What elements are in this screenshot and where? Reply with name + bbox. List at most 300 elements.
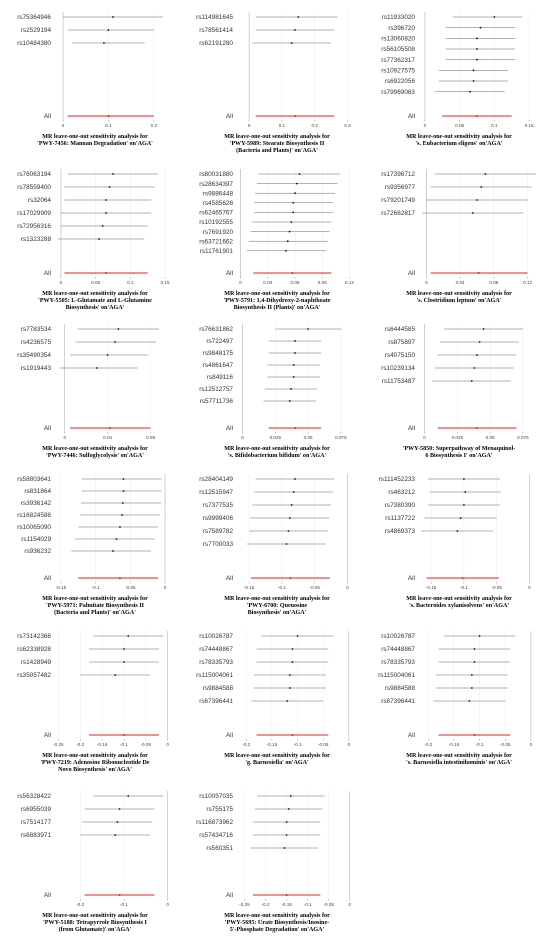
estimate-point bbox=[476, 59, 478, 61]
x-tick-label: 0.1 bbox=[105, 123, 112, 128]
estimate-point bbox=[288, 808, 290, 810]
x-tick-label: -0.2 bbox=[242, 742, 251, 747]
estimate-point bbox=[98, 238, 100, 240]
estimate-point bbox=[286, 834, 288, 836]
all-label: All bbox=[225, 113, 233, 121]
forest-plot-panel bbox=[374, 318, 544, 473]
all-label: All bbox=[407, 425, 415, 433]
estimate-point bbox=[296, 183, 298, 185]
estimate-point bbox=[294, 352, 296, 354]
forest-plot-panel bbox=[374, 468, 544, 623]
caption-line: (Bacteria and Plants)' on'AGA' bbox=[54, 610, 136, 617]
chart-caption bbox=[10, 753, 180, 775]
snp-label: rs10057035 bbox=[199, 793, 233, 801]
forest-plot bbox=[10, 318, 180, 446]
estimate-point bbox=[123, 478, 125, 480]
snp-label: rs17029909 bbox=[17, 210, 51, 218]
x-tick-label: 0 bbox=[241, 435, 244, 440]
estimate-point bbox=[294, 340, 296, 342]
estimate-point bbox=[460, 517, 462, 519]
estimate-point bbox=[286, 543, 288, 545]
estimate-point bbox=[292, 212, 294, 214]
estimate-point bbox=[127, 635, 129, 637]
snp-label: rs76063194 bbox=[17, 171, 51, 179]
caption-line: MR leave-one-out sensitivity analysis for bbox=[406, 134, 512, 140]
estimate-point bbox=[456, 530, 458, 532]
all-label: All bbox=[43, 732, 51, 740]
estimate-point bbox=[289, 517, 291, 519]
caption-line: MR leave-one-out sensitivity analysis for bbox=[224, 446, 330, 452]
plot-area bbox=[236, 12, 354, 120]
all-label: All bbox=[225, 425, 233, 433]
snp-label: rs1323288 bbox=[20, 236, 51, 244]
all-estimate-point bbox=[286, 894, 288, 896]
snp-label: rs12515947 bbox=[199, 489, 233, 497]
snp-label: rs6883971 bbox=[20, 832, 51, 840]
estimate-point bbox=[105, 212, 107, 214]
snp-label: rs1919443 bbox=[20, 365, 51, 373]
plot-area bbox=[418, 631, 536, 739]
estimate-point bbox=[480, 186, 482, 188]
estimate-point bbox=[114, 341, 116, 343]
plot-area bbox=[54, 474, 172, 582]
estimate-point bbox=[127, 795, 129, 797]
x-tick-label: 0.04 bbox=[455, 280, 465, 285]
x-tick-label: 0 bbox=[423, 435, 426, 440]
estimate-point bbox=[485, 173, 487, 175]
snp-label: rs11753487 bbox=[381, 378, 415, 386]
estimate-point bbox=[108, 29, 110, 31]
estimate-point bbox=[112, 16, 114, 18]
forest-plot bbox=[10, 785, 180, 913]
snp-label: rs62338928 bbox=[17, 646, 51, 654]
estimate-point bbox=[105, 199, 107, 201]
x-tick-label: 0 bbox=[528, 585, 531, 590]
estimate-point bbox=[290, 795, 292, 797]
caption-line: 'PWY-5188: Tetrapyrrole Biosynthesis I bbox=[43, 920, 147, 927]
x-tick-label: 0 bbox=[63, 435, 67, 440]
caption-line: MR leave-one-out sensitivity analysis for bbox=[406, 596, 512, 602]
x-tick-label: -0.1 bbox=[119, 902, 128, 907]
x-tick-label: -0.05 bbox=[140, 742, 152, 747]
estimate-point bbox=[476, 199, 478, 201]
estimate-point bbox=[288, 530, 290, 532]
all-estimate-point bbox=[119, 577, 121, 579]
all-estimate-point bbox=[473, 734, 475, 736]
caption-line: MR leave-one-out sensitivity analysis for bbox=[406, 753, 512, 759]
x-tick-label: 0 bbox=[425, 280, 428, 285]
snp-label: rs396720 bbox=[388, 24, 415, 32]
forest-plot-panel bbox=[192, 163, 362, 318]
x-tick-label: 0.075 bbox=[335, 435, 347, 440]
snp-label: rs10239134 bbox=[381, 365, 415, 373]
x-tick-label: 0 bbox=[239, 280, 242, 285]
estimate-point bbox=[297, 16, 299, 18]
all-estimate-point bbox=[291, 734, 293, 736]
x-tick-label: 0.03 bbox=[263, 280, 273, 285]
snp-label: rs67396441 bbox=[381, 698, 415, 706]
chart-caption bbox=[192, 446, 362, 460]
snp-label: rs35490354 bbox=[17, 352, 51, 360]
forest-plot-panel bbox=[10, 6, 180, 161]
caption-line: MR leave-one-out sensitivity analysis for bbox=[224, 913, 330, 919]
snp-label: rs35057482 bbox=[17, 672, 51, 680]
caption-line: 5'-Phosphate Degradation' on'AGA' bbox=[229, 927, 325, 934]
x-tick-label: 0 bbox=[247, 123, 251, 128]
snp-label: rs849116 bbox=[206, 374, 233, 382]
snp-label: rs67396441 bbox=[199, 698, 233, 706]
snp-label: rs78335793 bbox=[381, 659, 415, 667]
caption-line: MR leave-one-out sensitivity analysis for bbox=[224, 753, 330, 759]
snp-label: rs77362317 bbox=[381, 56, 415, 64]
snp-label: rs463212 bbox=[388, 489, 415, 497]
x-tick-label: 0.025 bbox=[269, 435, 282, 440]
estimate-point bbox=[464, 491, 466, 493]
caption-line: 'PWY-5850: Superpathway of Menaquinol- bbox=[402, 446, 516, 452]
caption-line: 'PWY-7446: Sulfoglycolysis' on'AGA' bbox=[46, 453, 144, 460]
snp-label: rs3936142 bbox=[20, 500, 51, 508]
estimate-point bbox=[468, 700, 470, 702]
estimate-point bbox=[122, 502, 124, 504]
snp-label: rs7377535 bbox=[202, 502, 233, 510]
snp-label: rs74448867 bbox=[381, 646, 415, 654]
caption-line: MR leave-one-out sensitivity analysis for bbox=[42, 596, 148, 602]
chart-caption bbox=[374, 753, 544, 767]
estimate-point bbox=[472, 212, 474, 214]
estimate-point bbox=[469, 91, 471, 93]
estimate-point bbox=[291, 504, 293, 506]
caption-line: 'PWY-7456: Mannan Degradation' on'AGA' bbox=[37, 141, 153, 148]
snp-label: rs9999406 bbox=[202, 515, 233, 523]
all-estimate-point bbox=[123, 734, 125, 736]
estimate-point bbox=[293, 364, 295, 366]
snp-label: rs4236575 bbox=[20, 339, 51, 347]
x-tick-label: 0 bbox=[163, 585, 167, 590]
estimate-point bbox=[112, 173, 114, 175]
snp-label: rs875897 bbox=[388, 339, 415, 347]
snp-label: rs755175 bbox=[206, 806, 233, 814]
x-tick-label: -0.2 bbox=[76, 902, 85, 907]
estimate-point bbox=[476, 354, 478, 356]
all-estimate-point bbox=[291, 272, 293, 274]
x-tick-label: 0.025 bbox=[451, 435, 464, 440]
estimate-point bbox=[292, 661, 294, 663]
x-tick-label: 0.12 bbox=[523, 280, 533, 285]
forest-plot-panel bbox=[192, 6, 362, 161]
estimate-point bbox=[479, 341, 481, 343]
caption-line: 'PWY-6700: Queuosine bbox=[246, 603, 308, 610]
all-label: All bbox=[43, 113, 51, 121]
caption-line: MR leave-one-out sensitivity analysis for bbox=[42, 446, 148, 452]
estimate-point bbox=[287, 240, 289, 242]
snp-label: rs722497 bbox=[206, 338, 233, 346]
caption-line: 6 Biosynthesis I' on'AGA' bbox=[425, 453, 493, 460]
estimate-point bbox=[286, 700, 288, 702]
estimate-point bbox=[294, 478, 296, 480]
x-tick-label: -0.05 bbox=[125, 585, 136, 590]
forest-plot-panel bbox=[10, 163, 180, 318]
estimate-point bbox=[117, 328, 119, 330]
snp-label: rs9886448 bbox=[202, 190, 233, 198]
x-tick-label: 0 bbox=[59, 280, 63, 285]
forest-plot bbox=[10, 163, 180, 291]
chart-caption bbox=[374, 291, 544, 305]
estimate-point bbox=[103, 42, 105, 44]
caption-line: MR leave-one-out sensitivity analysis for bbox=[224, 134, 330, 140]
snp-label: rs12512757 bbox=[199, 386, 233, 394]
snp-label: rs17398712 bbox=[381, 171, 415, 179]
snp-label: rs80031880 bbox=[199, 171, 233, 179]
caption-line: 's. Barnesiella intestinihominis' on'AGA' bbox=[406, 760, 512, 767]
x-tick-label: -0.15 bbox=[266, 742, 278, 747]
estimate-point bbox=[480, 27, 482, 29]
estimate-point bbox=[286, 821, 288, 823]
forest-plot bbox=[10, 6, 180, 134]
x-tick-label: 0.1 bbox=[278, 123, 286, 128]
caption-line: MR leave-one-out sensitivity analysis for bbox=[224, 596, 330, 602]
all-estimate-point bbox=[478, 272, 480, 274]
x-tick-label: -0.1 bbox=[303, 902, 312, 907]
estimate-point bbox=[476, 48, 478, 50]
estimate-point bbox=[473, 69, 475, 71]
all-label: All bbox=[407, 575, 415, 583]
x-tick-label: -0.15 bbox=[425, 585, 437, 590]
plot-area bbox=[54, 631, 172, 739]
snp-label: rs7380390 bbox=[384, 502, 415, 510]
snp-label: rs63721662 bbox=[199, 238, 233, 246]
forest-plot bbox=[192, 785, 362, 913]
all-label: All bbox=[225, 732, 233, 740]
all-estimate-point bbox=[105, 272, 107, 274]
snp-label: rs4869373 bbox=[384, 528, 415, 536]
estimate-point bbox=[285, 250, 287, 252]
caption-line: 'PWY-5989: Stearate Biosynthesis II bbox=[229, 141, 325, 148]
x-tick-label: 0.1 bbox=[127, 280, 134, 285]
snp-label: rs936232 bbox=[24, 548, 51, 556]
all-label: All bbox=[407, 732, 415, 740]
estimate-point bbox=[121, 514, 123, 516]
forest-plot-panel bbox=[374, 163, 544, 318]
forest-plot bbox=[374, 625, 544, 753]
snp-label: rs10484380 bbox=[17, 40, 51, 48]
estimate-point bbox=[479, 635, 481, 637]
estimate-point bbox=[107, 354, 109, 356]
all-estimate-point bbox=[294, 427, 296, 429]
estimate-point bbox=[474, 648, 476, 650]
estimate-point bbox=[284, 847, 286, 849]
snp-label: rs13060820 bbox=[381, 35, 415, 43]
caption-line: MR leave-one-out sensitivity analysis for bbox=[42, 913, 148, 919]
snp-label: rs11933020 bbox=[381, 14, 415, 22]
estimate-point bbox=[119, 808, 121, 810]
x-tick-label: 0 bbox=[166, 742, 169, 747]
x-tick-label: 0.075 bbox=[517, 435, 529, 440]
snp-label: rs57711736 bbox=[199, 398, 233, 406]
plot-area bbox=[54, 791, 172, 899]
plot-area bbox=[418, 12, 536, 120]
snp-label: rs9848175 bbox=[202, 350, 233, 358]
snp-label: rs4075150 bbox=[384, 352, 415, 360]
caption-line: Biosynthesis' on'AGA' bbox=[247, 610, 307, 617]
snp-label: rs72956316 bbox=[17, 223, 51, 231]
caption-line: (Bacteria and Plants)' on'AGA' bbox=[236, 148, 318, 155]
x-tick-label: -0.2 bbox=[76, 742, 85, 747]
plot-area bbox=[54, 12, 172, 120]
snp-label: rs1137722 bbox=[385, 515, 415, 523]
forest-plot bbox=[192, 625, 362, 753]
forest-plot bbox=[374, 6, 544, 134]
forest-plot bbox=[374, 468, 544, 596]
x-tick-label: -0.1 bbox=[119, 742, 128, 747]
chart-caption bbox=[374, 134, 544, 148]
snp-label: rs1428949 bbox=[20, 659, 51, 667]
estimate-point bbox=[294, 192, 296, 194]
snp-label: rs79201749 bbox=[381, 197, 415, 205]
all-label: All bbox=[43, 270, 51, 278]
chart-caption bbox=[192, 596, 362, 618]
snp-label: rs115004061 bbox=[196, 672, 233, 680]
snp-label: rs58803641 bbox=[17, 476, 51, 484]
all-estimate-point bbox=[109, 427, 111, 429]
caption-line: 'PWY-5695: Urate Biosynthesis/Inosine- bbox=[224, 920, 330, 927]
caption-line: Novo Biosynthesis' on'AGA' bbox=[58, 767, 132, 774]
estimate-point bbox=[289, 674, 291, 676]
chart-caption bbox=[192, 753, 362, 767]
forest-plot-panel bbox=[192, 468, 362, 623]
estimate-point bbox=[123, 661, 125, 663]
snp-label: rs56105508 bbox=[381, 46, 415, 54]
estimate-point bbox=[292, 648, 294, 650]
forest-plot bbox=[192, 468, 362, 596]
caption-line: 's. Eubacterium eligens' on'AGA' bbox=[415, 141, 503, 148]
forest-plot-panel bbox=[192, 785, 362, 940]
estimate-point bbox=[102, 225, 104, 227]
caption-line: MR leave-one-out sensitivity analysis for bbox=[42, 291, 148, 297]
forest-plot-panel bbox=[10, 625, 180, 780]
x-tick-label: 0.3 bbox=[344, 123, 351, 128]
x-tick-label: 0.04 bbox=[103, 435, 113, 440]
x-tick-label: -0.15 bbox=[243, 585, 255, 590]
snp-label: rs73142368 bbox=[17, 633, 51, 641]
snp-label: rs114981645 bbox=[196, 14, 233, 22]
estimate-point bbox=[289, 687, 291, 689]
snp-label: rs16824588 bbox=[17, 512, 51, 520]
snp-label: rs74448867 bbox=[199, 646, 233, 654]
caption-line: MR leave-one-out sensitivity analysis for bbox=[224, 291, 330, 297]
snp-label: rs10927575 bbox=[381, 67, 415, 75]
snp-label: rs10026787 bbox=[381, 633, 415, 641]
x-tick-label: 0.05 bbox=[455, 123, 465, 128]
x-tick-label: -0.05 bbox=[491, 585, 502, 590]
forest-plot-panel bbox=[192, 625, 362, 780]
forest-plot-panel bbox=[374, 6, 544, 161]
estimate-point bbox=[471, 674, 473, 676]
x-tick-label: -0.15 bbox=[96, 742, 108, 747]
snp-label: rs560351 bbox=[206, 845, 233, 853]
x-tick-label: -0.15 bbox=[448, 742, 460, 747]
forest-plot bbox=[10, 625, 180, 753]
snp-label: rs2529194 bbox=[20, 27, 51, 35]
estimate-point bbox=[292, 202, 294, 204]
x-tick-label: 0 bbox=[346, 585, 349, 590]
estimate-point bbox=[290, 388, 292, 390]
snp-label: rs10065090 bbox=[17, 524, 51, 532]
caption-line: 's. Bacteroides xylanisolvens' on'AGA' bbox=[408, 603, 510, 610]
x-tick-label: 0 bbox=[529, 742, 533, 747]
all-label: All bbox=[407, 270, 415, 278]
snp-label: rs111452233 bbox=[378, 476, 415, 484]
snp-label: rs72662817 bbox=[381, 210, 415, 218]
estimate-point bbox=[109, 186, 111, 188]
caption-line: Biosynthesis II (Plants)' on'AGA' bbox=[233, 305, 321, 312]
x-tick-label: 0 bbox=[166, 902, 169, 907]
x-tick-label: 0.05 bbox=[303, 435, 313, 440]
caption-line: (from Glutamate)' on'AGA' bbox=[58, 927, 132, 934]
snp-label: rs78559400 bbox=[17, 184, 51, 192]
x-tick-label: -0.2 bbox=[424, 742, 433, 747]
x-tick-label: -0.15 bbox=[55, 585, 67, 590]
snp-label: rs11761901 bbox=[199, 248, 233, 255]
estimate-point bbox=[293, 491, 295, 493]
caption-line: Biosynthesis' on'AGA' bbox=[65, 305, 125, 312]
snp-label: rs6955039 bbox=[20, 806, 51, 814]
caption-line: MR leave-one-out sensitivity analysis for bbox=[406, 291, 512, 297]
caption-line: 'g. Barnesiella' on'AGA' bbox=[245, 760, 309, 767]
x-tick-label: -0.25 bbox=[53, 742, 64, 747]
chart-caption bbox=[10, 596, 180, 618]
snp-label: rs75364946 bbox=[17, 14, 51, 22]
estimate-point bbox=[123, 648, 125, 650]
estimate-point bbox=[294, 29, 296, 31]
estimate-point bbox=[119, 526, 121, 528]
snp-label: rs57434716 bbox=[199, 832, 233, 840]
snp-label: rs10192555 bbox=[199, 219, 233, 227]
x-tick-label: -0.05 bbox=[309, 585, 320, 590]
snp-label: rs4861647 bbox=[202, 362, 233, 370]
x-tick-label: 0.05 bbox=[485, 435, 495, 440]
estimate-point bbox=[476, 37, 478, 39]
estimate-point bbox=[293, 376, 295, 378]
x-tick-label: -0.15 bbox=[281, 902, 292, 907]
estimate-point bbox=[493, 16, 495, 18]
chart-caption bbox=[10, 134, 180, 148]
x-tick-label: -0.25 bbox=[239, 902, 250, 907]
all-estimate-point bbox=[476, 427, 478, 429]
all-label: All bbox=[43, 425, 51, 433]
chart-caption bbox=[192, 134, 362, 156]
caption-line: 's. Bifidobacterium bifidum' on'AGA' bbox=[227, 453, 327, 460]
x-tick-label: 0 bbox=[348, 902, 352, 907]
all-label: All bbox=[43, 892, 51, 900]
caption-line: 'PWY-5971: Palmitate Biosynthesis II bbox=[45, 603, 145, 610]
forest-plot-panel bbox=[10, 468, 180, 623]
caption-line: 'PWY-5791: 1,4-Dihydroxy-2-naphthoate bbox=[223, 298, 331, 305]
estimate-point bbox=[463, 504, 465, 506]
forest-plot-panel bbox=[10, 318, 180, 473]
snp-label: rs78335793 bbox=[199, 659, 233, 667]
all-label: All bbox=[225, 575, 233, 583]
snp-label: rs116873962 bbox=[196, 819, 233, 827]
plot-area bbox=[418, 169, 536, 277]
chart-caption bbox=[374, 596, 544, 610]
chart-caption bbox=[192, 913, 362, 935]
plot-area bbox=[418, 324, 536, 432]
snp-label: rs7589782 bbox=[202, 528, 233, 536]
estimate-point bbox=[471, 687, 473, 689]
x-tick-label: 0.2 bbox=[311, 123, 318, 128]
estimate-point bbox=[483, 328, 485, 330]
estimate-point bbox=[289, 231, 291, 233]
